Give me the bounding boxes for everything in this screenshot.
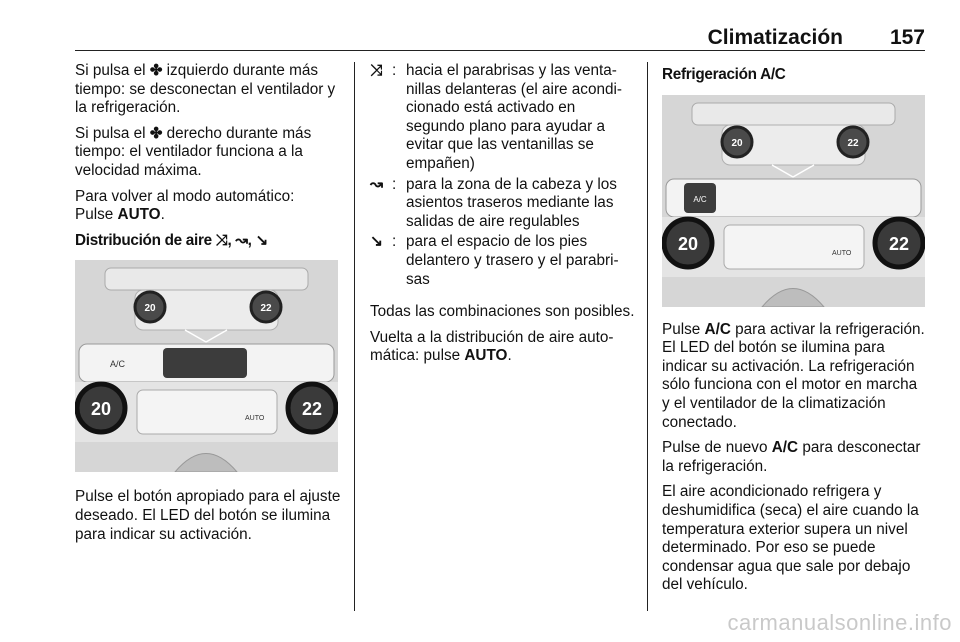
fan-icon: ✤ (149, 124, 163, 142)
climate-panel-figure-distribution (75, 260, 338, 472)
paragraph-press-button: Pulse el botón apropiado para el ajuste deseado. El LED del botón se ilumina para indicar su activación. (75, 488, 341, 543)
column-middle (370, 62, 635, 373)
paragraph-press-ac: Pulse A/C para activar la refrigeración. El LED del botón se ilumina para indicar su activación. La refrigeración sólo funciona con el motor en marcha y el ventilador de la climatización conectado. (662, 320, 925, 431)
svg-text:AUTO: AUTO (832, 249, 852, 257)
paragraph-fan-left: Si pulsa el ✤ izquierdo durante más tiempo: se desconectan el ventilador y la refrigeración. (75, 62, 336, 117)
windscreen-air-icon: ⤨ (215, 231, 228, 249)
page-number: 157 (889, 26, 925, 49)
paragraph-press-ac-again: Pulse de nuevo A/C para desconectar la refrigeración. (662, 439, 921, 475)
windscreen-air-icon: ⤨ (370, 62, 383, 79)
list-item: ↘ : para el espacio de los pies delantero y trasero y el parabrisas (370, 233, 619, 288)
paragraph-condensation: El aire acondicionado refrigera y deshumidifica (seca) el aire cuando la temperatura exterior supera un nivel determinado. Por eso se puede condensar agua que sale por debajo del vehículo. (662, 483, 919, 594)
feet-air-icon: ↘ (370, 233, 383, 251)
paragraph-auto-mode: Para volver al modo automático: Pulse AUTO. (75, 187, 295, 224)
list-item: ↝ : para la zona de la cabeza y los asientos traseros mediante las salidas de aire regulables (370, 175, 617, 230)
column-divider-left (354, 62, 355, 611)
feet-air-icon: ↘ (255, 231, 268, 249)
svg-text:20: 20 (90, 399, 112, 420)
paragraph-combinations: Todas las combinaciones son posibles. (370, 303, 635, 321)
head-air-icon: ↝ (235, 231, 248, 249)
svg-text:A/C: A/C (110, 359, 126, 370)
climate-panel-figure-ac (662, 95, 925, 307)
svg-text:22: 22 (888, 233, 910, 254)
fan-icon: ✤ (149, 62, 163, 79)
header-rule (75, 50, 925, 51)
column-right (662, 62, 927, 602)
svg-text:22: 22 (301, 399, 323, 420)
column-left (75, 62, 343, 551)
column-divider-right (647, 62, 648, 611)
watermark: carmanualsonline.info (727, 610, 952, 635)
svg-text:22: 22 (260, 303, 272, 315)
head-air-icon: ↝ (370, 175, 383, 193)
section-heading-air-distribution: Distribución de aire ⤨, ↝, ↘ (75, 231, 268, 249)
section-heading-ac-cooling: Refrigeración A/C (662, 66, 786, 83)
svg-text:20: 20 (677, 233, 699, 254)
paragraph-return-auto: Vuelta a la distribución de aire automática: pulse AUTO. (370, 328, 614, 365)
svg-text:22: 22 (847, 137, 859, 149)
page-title: Climatización (707, 26, 843, 49)
paragraph-fan-right: Si pulsa el ✤ derecho durante más tiempo: el ventilador funciona a la velocidad máxima. (75, 124, 312, 179)
list-item: ⤨ : hacia el parabrisas y las ventanillas delanteras (el aire acondicionado está activado en segundo plano para ayudar a evitar que las ventanillas se empañen) (370, 62, 622, 172)
svg-text:20: 20 (144, 303, 156, 315)
svg-text:20: 20 (731, 137, 743, 149)
svg-text:AUTO: AUTO (245, 415, 265, 423)
svg-text:A/C: A/C (693, 194, 707, 204)
